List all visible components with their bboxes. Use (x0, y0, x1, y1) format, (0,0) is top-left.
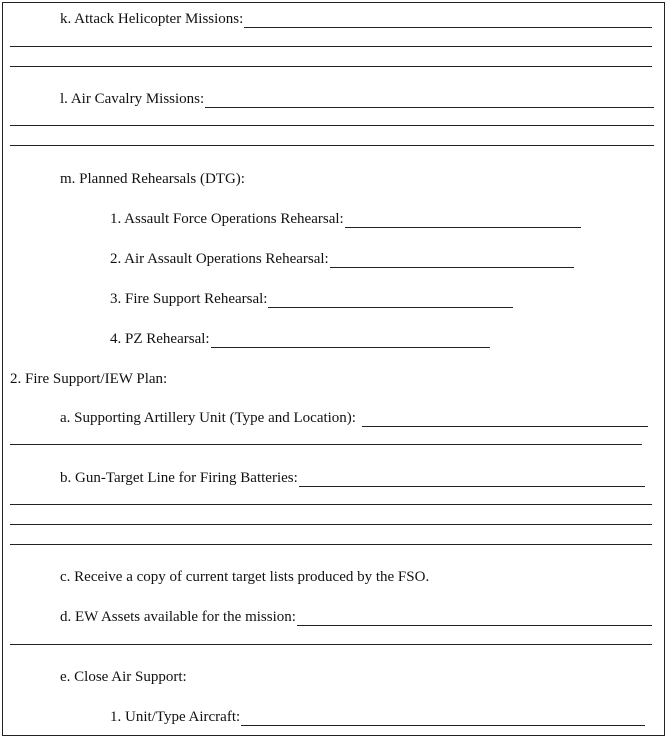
blank-supporting-artillery[interactable] (362, 412, 648, 427)
blank-line[interactable] (10, 145, 654, 146)
blank-line[interactable] (10, 46, 652, 47)
field-ew-assets[interactable] (60, 608, 652, 626)
label-attack-helicopter-missions: k. Attack Helicopter Missions: (60, 11, 244, 27)
label-gun-target-line: b. Gun-Target Line for Firing Batteries: (60, 470, 298, 486)
field-attack-helicopter-missions[interactable] (60, 10, 652, 28)
blank-line[interactable] (10, 544, 652, 545)
field-gun-target-line[interactable] (60, 469, 645, 487)
blank-attack-helicopter-missions[interactable] (244, 13, 652, 28)
field-supporting-artillery[interactable] (60, 409, 648, 427)
label-air-assault-rehearsal: 2. Air Assault Operations Rehearsal: (110, 251, 329, 267)
blank-line[interactable] (10, 504, 652, 505)
label-air-cavalry-missions: l. Air Cavalry Missions: (60, 91, 205, 107)
field-unit-type-aircraft[interactable] (110, 708, 645, 726)
blank-line[interactable] (10, 644, 652, 645)
label-pz-rehearsal: 4. PZ Rehearsal: (110, 331, 210, 347)
heading-close-air-support (60, 668, 187, 686)
blank-air-assault-rehearsal[interactable] (330, 253, 574, 268)
label-planned-rehearsals: m. Planned Rehearsals (DTG): (60, 171, 245, 187)
field-air-assault-rehearsal[interactable] (110, 250, 574, 268)
blank-unit-type-aircraft[interactable] (241, 711, 645, 726)
label-assault-force-rehearsal: 1. Assault Force Operations Rehearsal: (110, 211, 344, 227)
field-assault-force-rehearsal[interactable] (110, 210, 581, 228)
field-fire-support-rehearsal[interactable] (110, 290, 513, 308)
blank-line[interactable] (10, 444, 642, 445)
note-target-lists (60, 568, 429, 586)
blank-ew-assets[interactable] (297, 611, 652, 626)
heading-fire-support-iew-plan (10, 370, 167, 388)
label-supporting-artillery: a. Supporting Artillery Unit (Type and Location): (60, 410, 356, 426)
label-ew-assets: d. EW Assets available for the mission: (60, 609, 296, 625)
label-target-lists: c. Receive a copy of current target lists produced by the FSO. (60, 569, 430, 585)
blank-air-cavalry-missions[interactable] (205, 93, 654, 108)
field-pz-rehearsal[interactable] (110, 330, 490, 348)
blank-fire-support-rehearsal[interactable] (268, 293, 513, 308)
field-air-cavalry-missions[interactable] (60, 90, 654, 108)
blank-line[interactable] (10, 66, 652, 67)
blank-gun-target-line[interactable] (299, 472, 645, 487)
label-close-air-support: e. Close Air Support: (60, 669, 187, 685)
label-unit-type-aircraft: 1. Unit/Type Aircraft: (110, 709, 241, 725)
label-fire-support-iew-plan: 2. Fire Support/IEW Plan: (10, 371, 168, 387)
blank-assault-force-rehearsal[interactable] (345, 213, 581, 228)
label-fire-support-rehearsal: 3. Fire Support Rehearsal: (110, 291, 268, 307)
blank-pz-rehearsal[interactable] (211, 333, 490, 348)
heading-planned-rehearsals (60, 170, 245, 188)
blank-line[interactable] (10, 524, 652, 525)
blank-line[interactable] (10, 125, 654, 126)
